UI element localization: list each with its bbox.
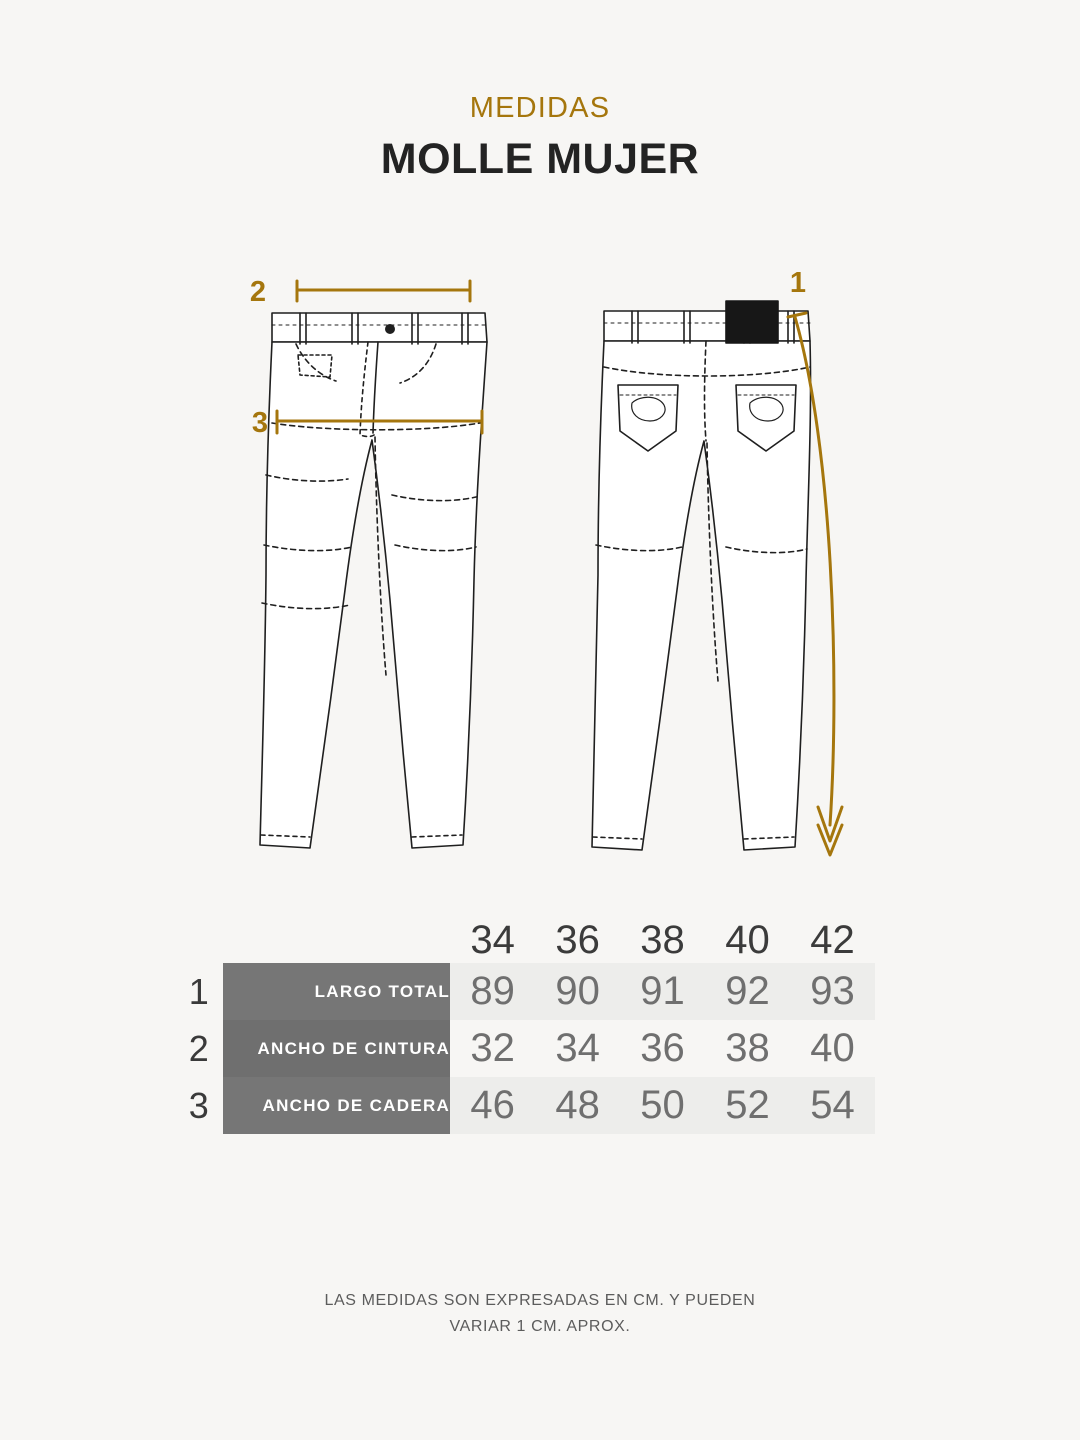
- table-row: [175, 1077, 875, 1134]
- size-header-cell: 40: [725, 918, 770, 962]
- measurements-table-wrap: [0, 905, 1080, 1134]
- table-cell: 32: [450, 1020, 535, 1077]
- row-label: LARGO TOTAL: [223, 963, 451, 1020]
- table-row: [175, 1020, 875, 1077]
- footnote-line-1: LAS MEDIDAS SON EXPRESADAS EN CM. Y PUEDEN: [324, 1292, 756, 1309]
- row-label: ANCHO DE CADERA: [223, 1077, 451, 1134]
- front-garment: [260, 313, 487, 848]
- table-cell: 52: [705, 1077, 790, 1134]
- table-cell: 50: [620, 1077, 705, 1134]
- callout-2: 2: [249, 276, 267, 308]
- garment-diagram: [0, 245, 1080, 885]
- table-cell: 48: [535, 1077, 620, 1134]
- page-title: MOLLE MUJER: [380, 135, 700, 183]
- footnote: [0, 1288, 1080, 1340]
- table-cell: 40: [790, 1020, 875, 1077]
- table-cell: 91: [620, 963, 705, 1020]
- row-index: 3: [188, 1084, 209, 1126]
- table-cell: 46: [450, 1077, 535, 1134]
- table-header-row: [175, 905, 875, 963]
- size-header-cell: 42: [810, 918, 855, 962]
- table-cell: 93: [790, 963, 875, 1020]
- callout-3: 3: [251, 407, 269, 439]
- table-cell: 90: [535, 963, 620, 1020]
- label-header: [223, 905, 451, 963]
- row-label: ANCHO DE CINTURA: [223, 1020, 451, 1077]
- page-header: [0, 92, 1080, 184]
- size-header-cell: 38: [640, 918, 685, 962]
- table-row: [175, 963, 875, 1020]
- back-garment: [592, 301, 811, 850]
- page-kicker: MEDIDAS: [469, 92, 611, 124]
- table-cell: 36: [620, 1020, 705, 1077]
- footnote-line-2: VARIAR 1 CM. APROX.: [449, 1318, 631, 1335]
- callout-1: 1: [789, 267, 807, 299]
- table-cell: 34: [535, 1020, 620, 1077]
- table-cell: 92: [705, 963, 790, 1020]
- index-header: [175, 905, 223, 963]
- table-cell: 89: [450, 963, 535, 1020]
- table-cell: 38: [705, 1020, 790, 1077]
- measurements-table: [175, 905, 875, 1134]
- table-cell: 54: [790, 1077, 875, 1134]
- size-header-cell: 36: [555, 918, 600, 962]
- row-index: 1: [188, 970, 209, 1012]
- row-index: 2: [188, 1027, 209, 1069]
- size-header-cell: 34: [470, 918, 515, 962]
